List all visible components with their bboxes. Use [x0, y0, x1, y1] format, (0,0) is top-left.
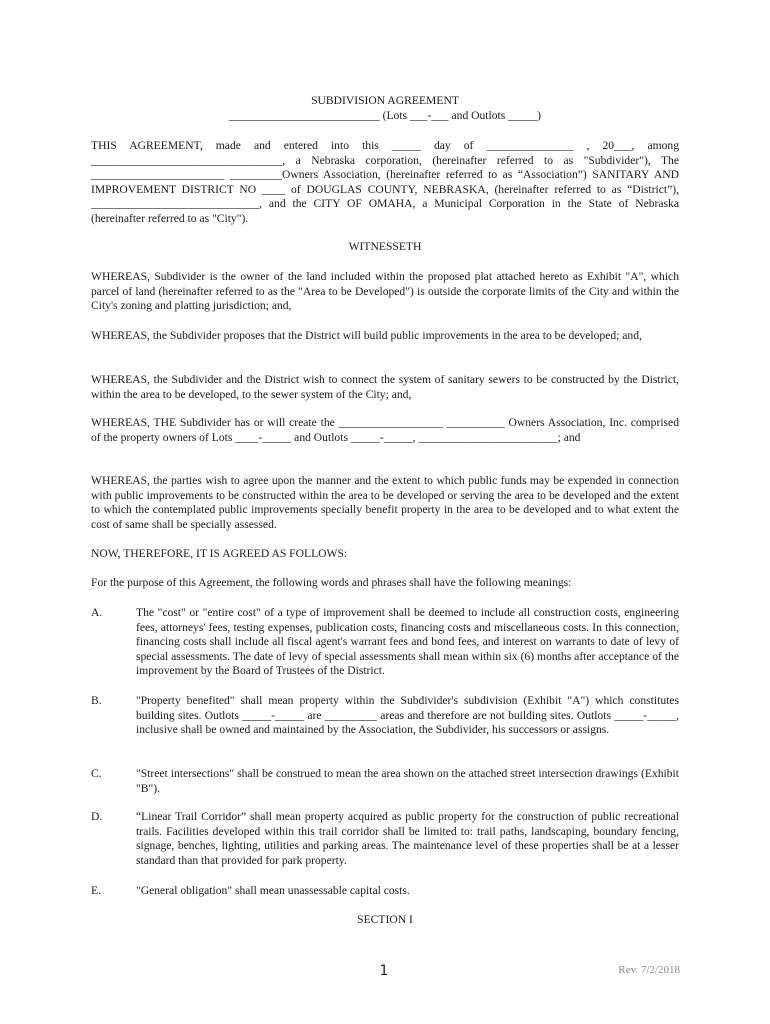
- definitions-intro: For the purpose of this Agreement, the following words and phrases shall have the following meanings:: [91, 576, 572, 589]
- whereas-paragraph-2: WHEREAS, the Subdivider proposes that the District will build public improvements in the area to be developed; and,: [91, 329, 642, 342]
- definition-text: The "cost" or "entire cost" of a type of improvement shall be deemed to include all construction costs, engineering fees, attorneys' fees, testing expenses, publication costs, financing costs and miscellaneous costs. In this connection, financing costs shall include all fiscal agent's warrant fees and bond fees, and interest on warrants to date of levy of special assessments. The date of levy of special assessments shall mean within six (6) months after acceptance of the improvement by the Board of Trustees of the District.: [136, 606, 679, 678]
- page-number: 1: [379, 963, 389, 979]
- definition-text: "Property benefited" shall mean property within the Subdivider's subdivision (Exhibit "A") which constitutes building sites. Outlots _____-_____ are _________ areas and therefore are not building sites. Outlots _____-_____, inclusive shall be owned and maintained by the Association, the Subdivider, his successors or assigns.: [136, 694, 679, 737]
- preamble-paragraph: THIS AGREEMENT, made and entered into this _____ day of _______________ , 20___, among _________________________________, a Nebraska corporation, (hereinafter referred to as "Subdivider"), The _______________________ _________Owners Association, (hereinafter referred to as “Association”) SANITARY AND IMPROVEMENT DISTRICT NO ____ of DOUGLAS COUNTY, NEBRASKA, (hereinafter referred to as “District”), _____________________________, and the CITY OF OMAHA, a Municipal Corporation in the State of Nebraska (hereinafter referred to as "City").: [91, 139, 679, 225]
- definition-text: "General obligation" shall mean unassessable capital costs.: [136, 884, 410, 897]
- witnesseth-heading: WITNESSETH: [348, 240, 422, 253]
- document-title: SUBDIVISION AGREEMENT: [311, 94, 459, 107]
- whereas-paragraph-3: WHEREAS, the Subdivider and the District wish to connect the system of sanitary sewers to be constructed by the District, within the area to be developed, to the sewer system of the City; and,: [91, 373, 679, 401]
- section-heading: SECTION I: [357, 913, 413, 926]
- revision-date: Rev. 7/2/2018: [618, 964, 680, 976]
- definition-text: "Street intersections" shall be construed to mean the area shown on the attached street intersection drawings (Exhibit "B").: [136, 767, 679, 795]
- document-subtitle: __________________________ (Lots ___-___ and Outlots _____): [228, 109, 542, 122]
- definition-letter: D.: [91, 810, 103, 823]
- whereas-paragraph-4: WHEREAS, THE Subdivider has or will create the __________________ __________ Owners Association, Inc. comprised of the property owners of Lots ____-_____ and Outlots _____-_____, ________________________; and: [91, 416, 679, 444]
- definition-letter: B.: [91, 694, 102, 707]
- definition-text: “Linear Trail Corridor” shall mean property acquired as public property for the construction of public recreational trails. Facilities developed within this trail corridor shall be limited to: trail paths, landscaping, boundary fencing, signage, benches, lighting, utilities and parking areas. The maintenance level of these properties shall be at a lesser standard than that provided for park property.: [136, 810, 679, 867]
- definition-letter: C.: [91, 767, 102, 780]
- agreed-statement: NOW, THEREFORE, IT IS AGREED AS FOLLOWS:: [91, 547, 348, 560]
- whereas-paragraph-1: WHEREAS, Subdivider is the owner of the land included within the proposed plat attached hereto as Exhibit "A", which parcel of land (hereinafter referred to as the "Area to be Developed") is outside the corporate limits of the City and within the City's zoning and platting jurisdiction; and,: [91, 270, 679, 313]
- definition-letter: E.: [91, 884, 101, 897]
- definition-letter: A.: [91, 606, 103, 619]
- whereas-paragraph-5: WHEREAS, the parties wish to agree upon the manner and the extent to which public funds may be expended in connection with public improvements to be constructed within the area to be developed or serving the area to be developed and the extent to which the contemplated public improvements specially benefit property in the area to be developed and to what extent the cost of same shall be specially assessed.: [91, 474, 679, 531]
